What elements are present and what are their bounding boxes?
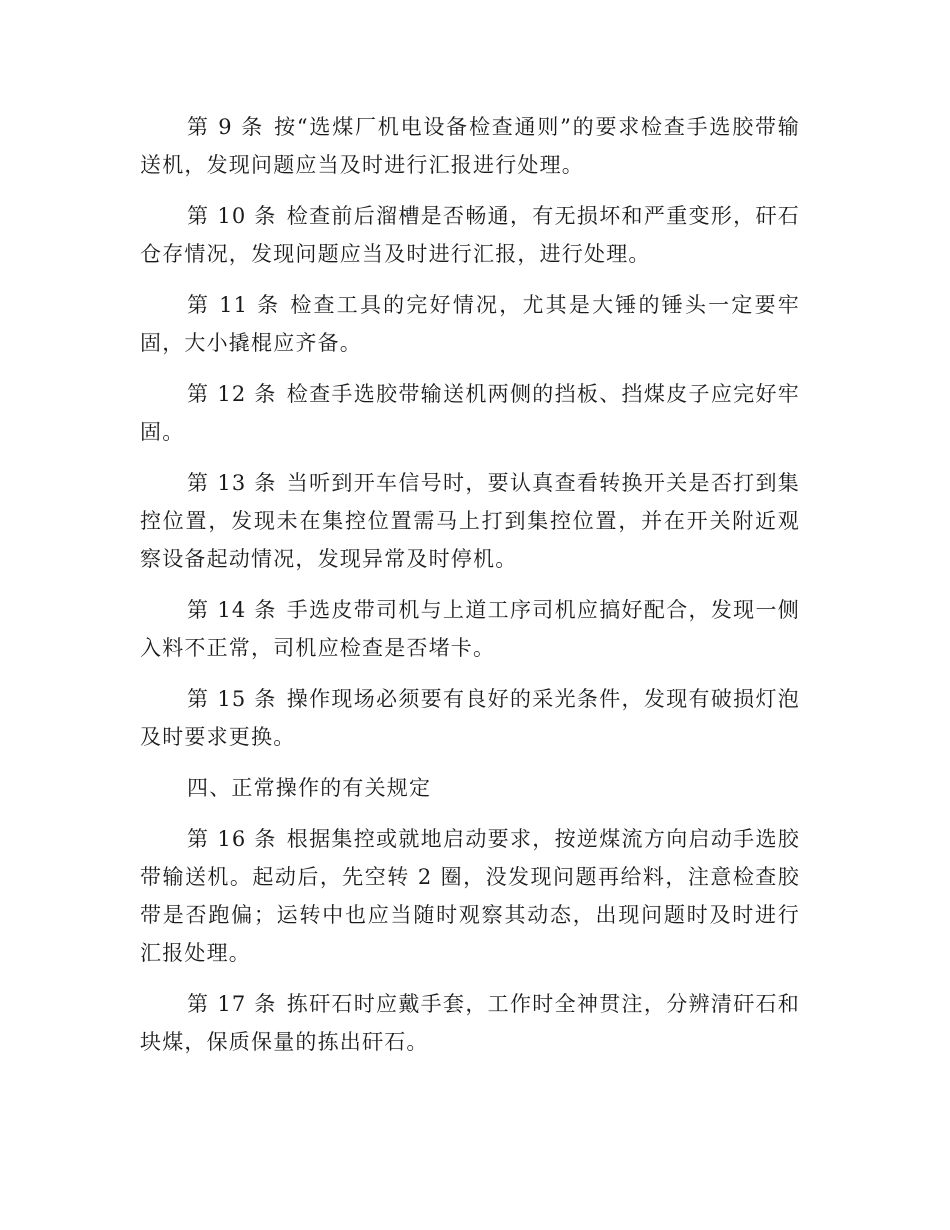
- article-number: 第 11 条: [187, 293, 281, 317]
- article-13: [140, 464, 800, 578]
- document-body: [140, 108, 800, 1074]
- article-text: 当听到开车信号时，要认真查看转换开关是否打到集控位置，发现未在集控位置需马上打到集控位置，并在开关附近观察设备起动情况，发现异常及时停机。: [140, 471, 800, 571]
- article-10: [140, 197, 800, 273]
- article-text: 检查手选胶带输送机两侧的挡板、挡煤皮子应完好牢固。: [140, 382, 800, 444]
- article-11: [140, 286, 800, 362]
- article-12: [140, 375, 800, 451]
- article-number: 第 17 条: [187, 992, 277, 1016]
- article-9: [140, 108, 800, 184]
- article-16: [140, 820, 800, 972]
- article-text: 检查前后溜槽是否畅通，有无损坏和严重变形，矸石仓存情况，发现问题应当及时进行汇报，进行处理。: [140, 204, 800, 266]
- article-number: 第 15 条: [187, 687, 277, 711]
- article-number: 第 14 条: [187, 598, 277, 622]
- article-text: 根据集控或就地启动要求，按逆煤流方向启动手选胶带输送机。起动后，先空转 2 圈，没发现问题再给料，注意检查胶带是否跑偏；运转中也应当随时观察其动态，出现问题时及时进行汇报处理。: [140, 827, 800, 965]
- article-text: 检查工具的完好情况，尤其是大锤的锤头一定要牢固，大小撬棍应齐备。: [140, 293, 800, 355]
- article-number: 第 16 条: [187, 827, 277, 851]
- article-text: 操作现场必须要有良好的采光条件，发现有破损灯泡及时要求更换。: [140, 687, 800, 749]
- article-number: 第 13 条: [187, 471, 277, 495]
- article-text: 按“选煤厂机电设备检查通则”的要求检查手选胶带输送机，发现问题应当及时进行汇报进行处理。: [140, 115, 800, 177]
- article-14: [140, 591, 800, 667]
- section-heading: 四、正常操作的有关规定: [187, 776, 432, 800]
- article-number: 第 12 条: [187, 382, 277, 406]
- article-text: 手选皮带司机与上道工序司机应搞好配合，发现一侧入料不正常，司机应检查是否堵卡。: [140, 598, 800, 660]
- article-number: 第 9 条: [187, 115, 265, 139]
- article-text: 拣矸石时应戴手套，工作时全神贯注，分辨清矸石和块煤，保质保量的拣出矸石。: [140, 992, 800, 1054]
- article-number: 第 10 条: [187, 204, 277, 228]
- article-17: [140, 985, 800, 1061]
- article-15: [140, 680, 800, 756]
